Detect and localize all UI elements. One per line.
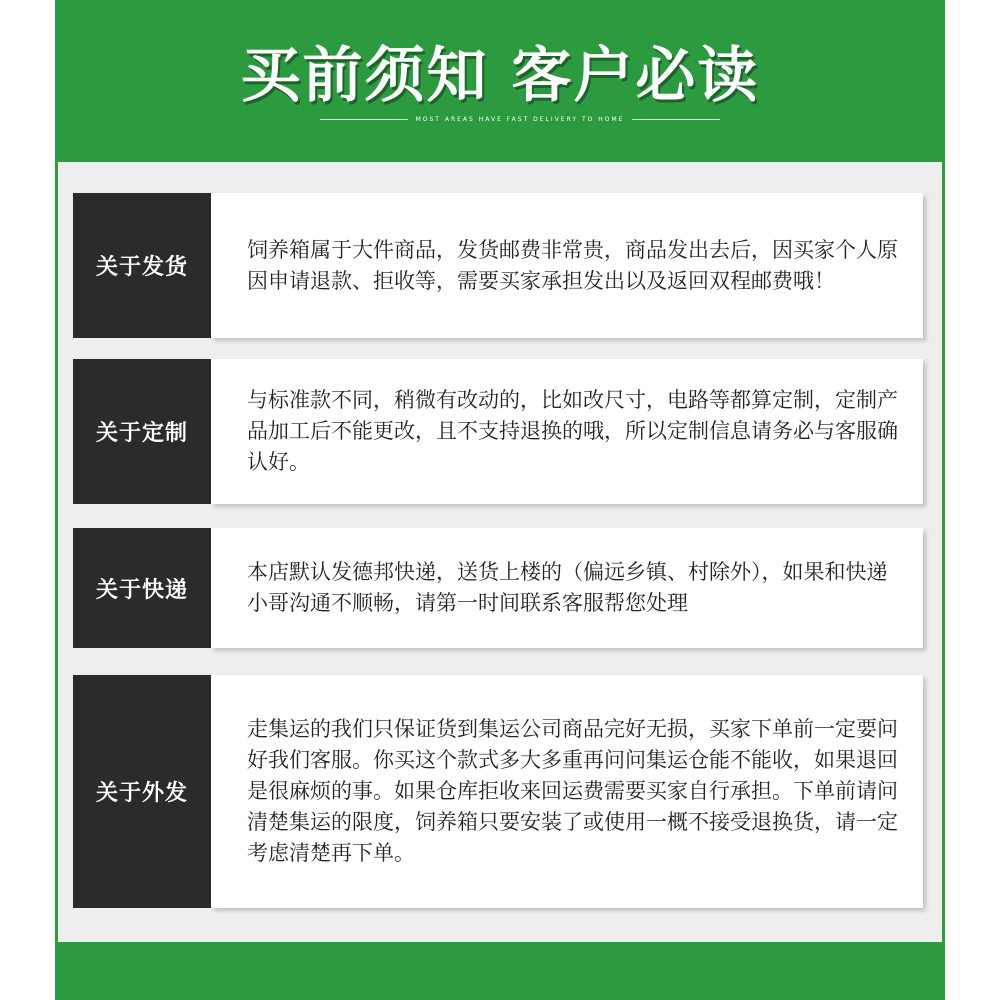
- notice-body: [211, 528, 923, 648]
- subtitle: MOST AREAS HAVE FAST DELIVERY TO HOME: [415, 115, 625, 123]
- notice-label: 关于快递: [73, 528, 211, 648]
- notice-label: 关于定制: [73, 359, 211, 504]
- notice-body: [211, 675, 923, 908]
- subtitle-divider-right: [632, 119, 720, 120]
- notice-custom: [73, 359, 923, 504]
- notice-label: 关于发货: [73, 193, 211, 338]
- subtitle-divider-left: [320, 119, 408, 120]
- notice-overseas: [73, 675, 923, 908]
- notice-courier: [73, 528, 923, 648]
- notice-text: 本店默认发德邦快递，送货上楼的（偏远乡镇、村除外），如果和快递小哥沟通不顺畅，请第一时间联系客服帮您处理: [247, 560, 888, 615]
- subtitle-row: [320, 112, 720, 126]
- notice-shipping: [73, 193, 923, 338]
- notice-text: 与标准款不同，稍微有改动的，比如改尺寸，电路等都算定制，定制产品加工后不能更改，且不支持退换的哦，所以定制信息请务必与客服确认好。: [247, 388, 898, 474]
- bottom-green-bar: [55, 942, 945, 1000]
- page-title: 买前须知 客户必读: [240, 41, 760, 111]
- notice-label: 关于外发: [73, 675, 211, 908]
- notice-text: 走集运的我们只保证货到集运公司商品完好无损，买家下单前一定要问好我们客服。你买这个款式多大多重再问问集运仓能不能收，如果退回是很麻烦的事。如果仓库拒收来回运费需要买家自行承担。下单前请问清楚集运的限度，饲养箱只要安装了或使用一概不接受退换货，请一定考虑清楚再下单。: [247, 717, 898, 865]
- notice-body: [211, 359, 923, 504]
- notice-body: [211, 193, 923, 338]
- notice-text: 饲养箱属于大件商品，发货邮费非常贵，商品发出去后，因买家个人原因申请退款、拒收等，需要买家承担发出以及返回双程邮费哦！: [247, 237, 898, 293]
